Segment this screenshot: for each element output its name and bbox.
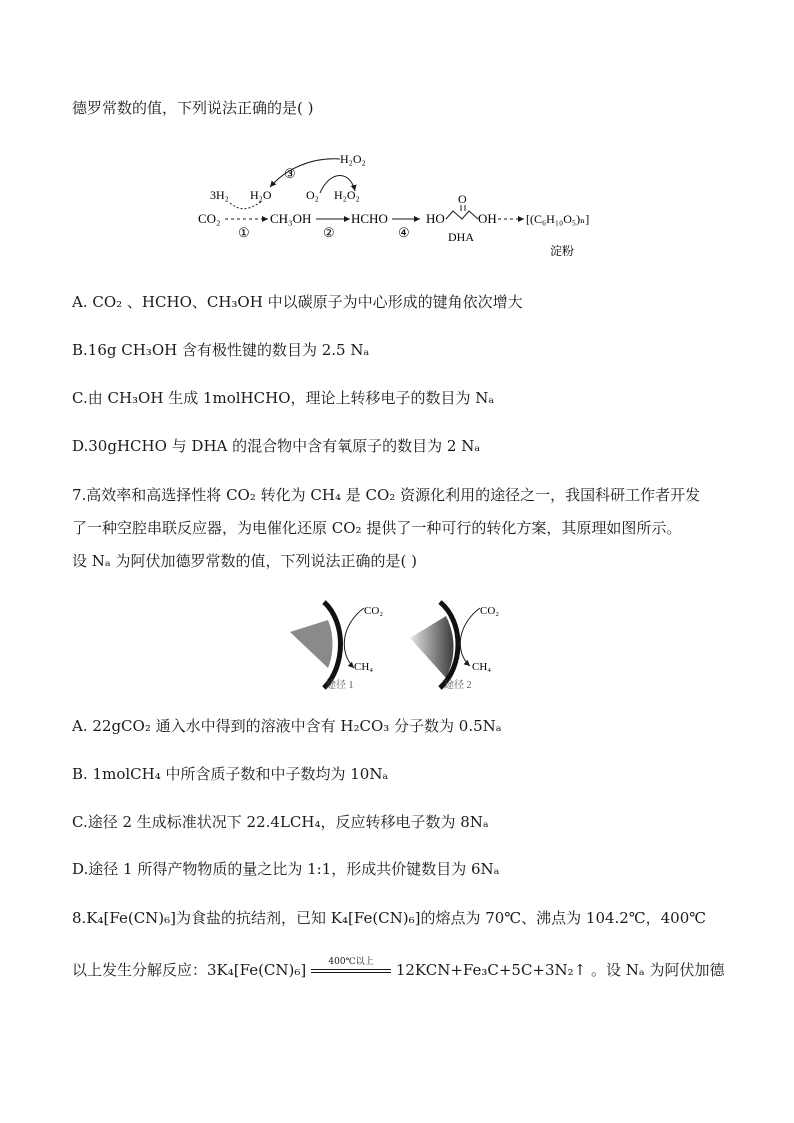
starch-formula: [(C₆H₁₀O₅)ₙ] bbox=[526, 212, 590, 226]
dha-label: DHA bbox=[448, 230, 474, 244]
q8-equation-left: 以上发生分解反应：3K₄[Fe(CN)₆] bbox=[72, 961, 307, 979]
q7-reactor-diagram bbox=[288, 598, 520, 694]
hcho-label: HCHO bbox=[351, 211, 388, 226]
starch-label: 淀粉 bbox=[550, 244, 575, 258]
route1-arrow bbox=[344, 608, 364, 668]
dha-skeleton bbox=[446, 211, 478, 219]
q6-option-c: C.由 CH₃OH 生成 1molHCHO，理论上转移电子的数目为 Nₐ bbox=[72, 389, 495, 407]
step3-label: ③ bbox=[284, 166, 296, 181]
q8-equation-right: 12KCN+Fe₃C+5C+3N₂↑ 。设 Nₐ 为阿伏加德 bbox=[395, 961, 725, 979]
route1-catalyst bbox=[290, 620, 333, 668]
q7-option-a: A. 22gCO₂ 通入水中得到的溶液中含有 H₂CO₃ 分子数为 0.5Nₐ bbox=[72, 717, 502, 735]
q8-stem-line2 bbox=[72, 957, 725, 980]
route1-label: 途径 1 bbox=[326, 680, 354, 691]
h2o2-b-label: H₂O₂ bbox=[334, 188, 360, 202]
ho-left-label: HO bbox=[426, 211, 445, 226]
h2o2-label: H₂O₂ bbox=[340, 152, 366, 166]
q6-option-b: B.16g CH₃OH 含有极性键的数目为 2.5 Nₐ bbox=[72, 341, 370, 359]
q8-condition-text: 400℃以上 bbox=[328, 957, 374, 967]
route2-arrow bbox=[460, 608, 480, 666]
q8-reaction-condition bbox=[311, 957, 391, 980]
step1-label: ① bbox=[238, 225, 250, 240]
route2-co2: CO₂ bbox=[480, 605, 500, 617]
arrow-h2o2-to-h2o bbox=[270, 159, 340, 187]
q6-option-a: A. CO₂ 、HCHO、CH₃OH 中以碳原子为中心形成的键角依次增大 bbox=[72, 293, 523, 311]
q6-reaction-diagram bbox=[190, 145, 610, 265]
route2-label: 途径 2 bbox=[444, 680, 472, 691]
route1-co2: CO₂ bbox=[364, 605, 384, 617]
step2-label: ② bbox=[323, 225, 335, 240]
co2-label: CO₂ bbox=[198, 211, 221, 226]
q7-option-c: C.途径 2 生成标准状况下 22.4LCH₄，反应转移电子数为 8Nₐ bbox=[72, 813, 489, 831]
q7-option-d: D.途径 1 所得产物物质的量之比为 1:1，形成共价键数目为 6Nₐ bbox=[72, 860, 500, 878]
route1-product: CH₄ bbox=[354, 661, 374, 673]
route2-catalyst bbox=[410, 616, 454, 678]
h2o-label: H₂O bbox=[250, 188, 272, 202]
q6-option-d: D.30gHCHO 与 DHA 的混合物中含有氧原子的数目为 2 Nₐ bbox=[72, 437, 481, 455]
oh-right-label: OH bbox=[478, 211, 497, 226]
q7-stem-line3: 设 Nₐ 为阿伏加德罗常数的值，下列说法正确的是( ) bbox=[72, 552, 417, 570]
q7-stem-line1: 7.高效率和高选择性将 CO₂ 转化为 CH₄ 是 CO₂ 资源化利用的途径之一，我国科研工作者开发 bbox=[72, 486, 701, 504]
ch3oh-label: CH₃OH bbox=[270, 211, 312, 226]
q7-stem-line2: 了一种空腔串联反应器，为电催化还原 CO₂ 提供了一种可行的转化方案，其原理如图所示。 bbox=[72, 519, 682, 537]
route2-product: CH₄ bbox=[472, 661, 492, 673]
h2-label: 3H₂ bbox=[210, 188, 229, 202]
q6-intro-tail: 德罗常数的值，下列说法正确的是( ) bbox=[72, 99, 314, 117]
step4-label: ④ bbox=[398, 225, 410, 240]
dha-oxygen-label: O bbox=[458, 192, 467, 206]
o2-label: O₂ bbox=[306, 188, 319, 202]
q8-stem-line1: 8.K₄[Fe(CN)₆]为食盐的抗结剂，已知 K₄[Fe(CN)₆]的熔点为 70℃、沸点为 104.2℃，400℃ bbox=[72, 909, 707, 927]
q7-option-b: B. 1molCH₄ 中所含质子数和中子数均为 10Nₐ bbox=[72, 765, 389, 783]
h2-curve bbox=[230, 201, 262, 209]
